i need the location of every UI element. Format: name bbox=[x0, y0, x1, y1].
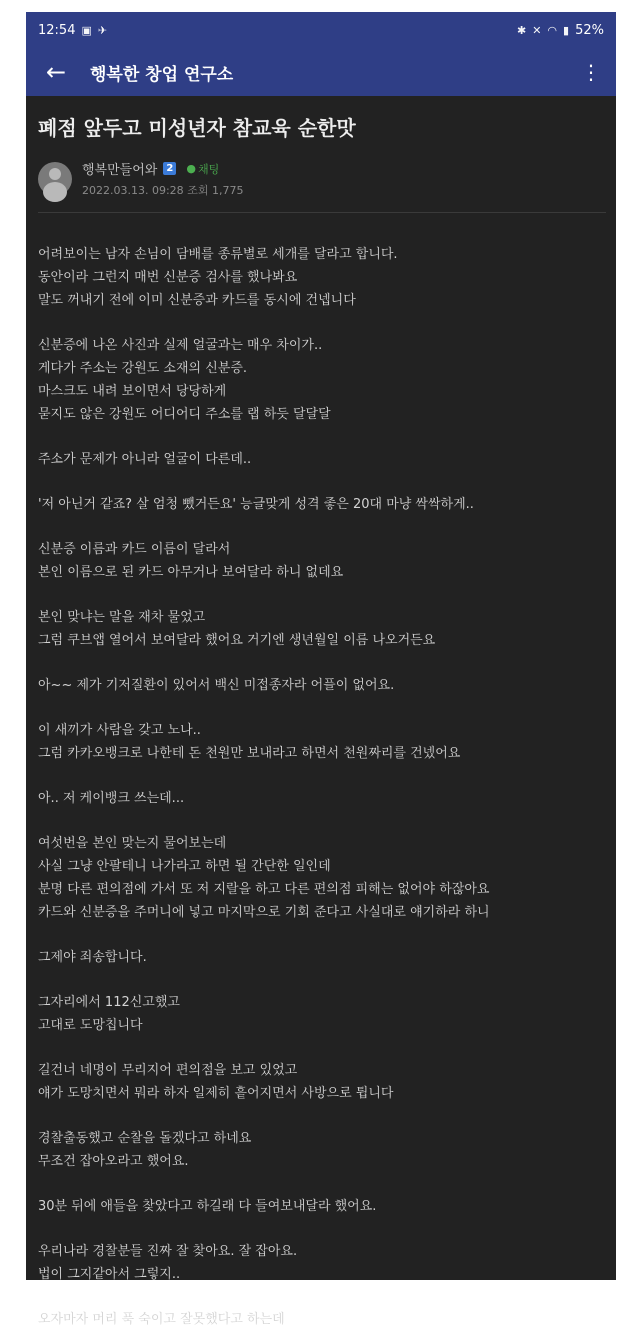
body-paragraph bbox=[38, 1308, 604, 1331]
chat-button[interactable] bbox=[186, 161, 219, 177]
cafe-title: 행복한 창업 연구소 bbox=[90, 64, 234, 85]
body-paragraph bbox=[38, 1127, 604, 1173]
body-line: 묻지도 않은 강원도 어디어디 주소를 랩 하듯 달달달 bbox=[38, 407, 331, 422]
body-paragraph bbox=[38, 243, 604, 312]
chat-label: 채팅 bbox=[197, 162, 220, 176]
body-line: 동안이라 그런지 매번 신분증 검사를 했나봐요 bbox=[38, 270, 298, 285]
status-bar bbox=[26, 12, 616, 48]
member-level-badge: 2 bbox=[163, 162, 176, 175]
body-line: 얘가 도망치면서 뭐라 하자 일제히 흩어지면서 사방으로 튑니다 bbox=[38, 1086, 394, 1101]
body-line: 본인 맞냐는 말을 재차 물었고 bbox=[38, 610, 206, 625]
body-line: 이 새끼가 사람을 갖고 노나.. bbox=[38, 723, 201, 738]
body-line: 여섯번을 본인 맞는지 물어보는데 bbox=[38, 836, 227, 851]
body-line: '저 아닌거 같죠? 살 엄청 뺐거든요' 능글맞게 성격 좋은 20대 마냥 싹싹하게.. bbox=[38, 497, 474, 512]
body-paragraph bbox=[38, 1059, 604, 1105]
body-line: 고대로 도망칩니다 bbox=[38, 1018, 143, 1033]
body-line: 말도 꺼내기 전에 이미 신분증과 카드를 동시에 건넵니다 bbox=[38, 293, 356, 308]
body-line: 사실 그냥 안팔테니 나가라고 하면 될 간단한 일인데 bbox=[38, 859, 331, 874]
body-paragraph bbox=[38, 1195, 604, 1218]
body-paragraph bbox=[38, 334, 604, 426]
body-paragraph bbox=[38, 991, 604, 1037]
body-line: 30분 뒤에 애들을 찾았다고 하길래 다 들여보내달라 했어요. bbox=[38, 1199, 377, 1214]
status-time: 12:54 bbox=[38, 22, 76, 38]
body-line: 마스크도 내려 보이면서 당당하게 bbox=[38, 384, 227, 399]
author-name[interactable]: 행복만들어와 bbox=[82, 163, 158, 178]
body-line: 카드와 신분증을 주머니에 넣고 마지막으로 기회 준다고 사실대로 얘기하라 하니 bbox=[38, 905, 490, 920]
body-line: 그제야 죄송합니다. bbox=[38, 950, 147, 965]
chat-bubble-icon: ● bbox=[186, 162, 196, 175]
phone-screen bbox=[26, 12, 616, 1327]
body-line: 그자리에서 112신고했고 bbox=[38, 995, 180, 1010]
body-paragraph bbox=[38, 832, 604, 924]
back-arrow-icon[interactable]: ← bbox=[45, 58, 67, 86]
post-title: 폐점 앞두고 미성년자 참교육 순한맛 bbox=[38, 116, 356, 140]
post-date: 2022.03.13. 09:28 bbox=[82, 184, 184, 197]
body-line: 본인 이름으로 된 카드 아무거나 보여달라 하니 없데요 bbox=[38, 565, 344, 580]
body-paragraph bbox=[38, 448, 604, 471]
body-line: 법이 그지같아서 그렇지.. bbox=[38, 1267, 181, 1282]
mute-icon: ✕ bbox=[532, 23, 542, 37]
body-paragraph bbox=[38, 1240, 604, 1286]
body-paragraph bbox=[38, 606, 604, 652]
body-line: 길건너 네명이 무리지어 편의점을 보고 있었고 bbox=[38, 1063, 298, 1078]
body-line: 우리나라 경찰분들 진짜 잘 찾아요. 잘 잡아요. bbox=[38, 1244, 298, 1259]
more-options-icon[interactable]: ⋮ bbox=[581, 60, 601, 84]
bluetooth-icon: ✱ bbox=[516, 23, 527, 37]
body-paragraph bbox=[38, 674, 604, 697]
body-paragraph bbox=[38, 493, 604, 516]
body-line: 아.. 저 케이뱅크 쓰는데... bbox=[38, 791, 185, 806]
body-paragraph bbox=[38, 787, 604, 810]
body-line: 분명 다른 편의점에 가서 또 저 지랄을 하고 다른 편의점 피해는 없어야 하잖아요 bbox=[38, 882, 490, 897]
body-line: 어려보이는 남자 손님이 담배를 종류별로 세개를 달라고 합니다. bbox=[38, 247, 398, 262]
views-label: 조회 bbox=[187, 184, 209, 197]
battery-level: 52% bbox=[575, 22, 604, 38]
body-line: 게다가 주소는 강원도 소재의 신분증. bbox=[38, 361, 248, 376]
body-line: 그럼 카카오뱅크로 나한테 돈 천원만 보내라고 하면서 천원짜리를 건넸어요 bbox=[38, 746, 461, 761]
post-info bbox=[82, 182, 243, 198]
avatar[interactable] bbox=[38, 162, 72, 196]
body-paragraph bbox=[38, 719, 604, 765]
body-line: 신분증 이름과 카드 이름이 달라서 bbox=[38, 542, 231, 557]
post-body bbox=[26, 213, 616, 1331]
body-paragraph bbox=[38, 538, 604, 584]
app-bar bbox=[26, 48, 616, 96]
gallery-notification-icon: ▣ bbox=[81, 23, 92, 37]
body-line: 아~~ 제가 기저질환이 있어서 백신 미접종자라 어플이 없어요. bbox=[38, 678, 395, 693]
views-count: 1,775 bbox=[211, 184, 244, 197]
body-line: 오자마자 머리 푹 숙이고 잘못했다고 하는데 bbox=[38, 1312, 285, 1327]
body-line: 주소가 문제가 아니라 얼굴이 다른데.. bbox=[38, 452, 252, 467]
app-notification-icon: ✈ bbox=[97, 23, 108, 37]
signal-icon: ▮ bbox=[563, 23, 570, 37]
post-meta bbox=[38, 159, 606, 213]
body-paragraph bbox=[38, 946, 604, 969]
body-line: 무조건 잡아오라고 했어요. bbox=[38, 1154, 189, 1169]
body-line: 경찰출동했고 순찰을 돌겠다고 하네요 bbox=[38, 1131, 252, 1146]
body-line: 신분증에 나온 사진과 실제 얼굴과는 매우 차이가.. bbox=[38, 338, 323, 353]
wifi-icon: ◠ bbox=[547, 23, 558, 37]
body-line: 그럼 쿠브앱 열어서 보여달라 했어요 거기엔 생년월일 이름 나오거든요 bbox=[38, 633, 436, 648]
